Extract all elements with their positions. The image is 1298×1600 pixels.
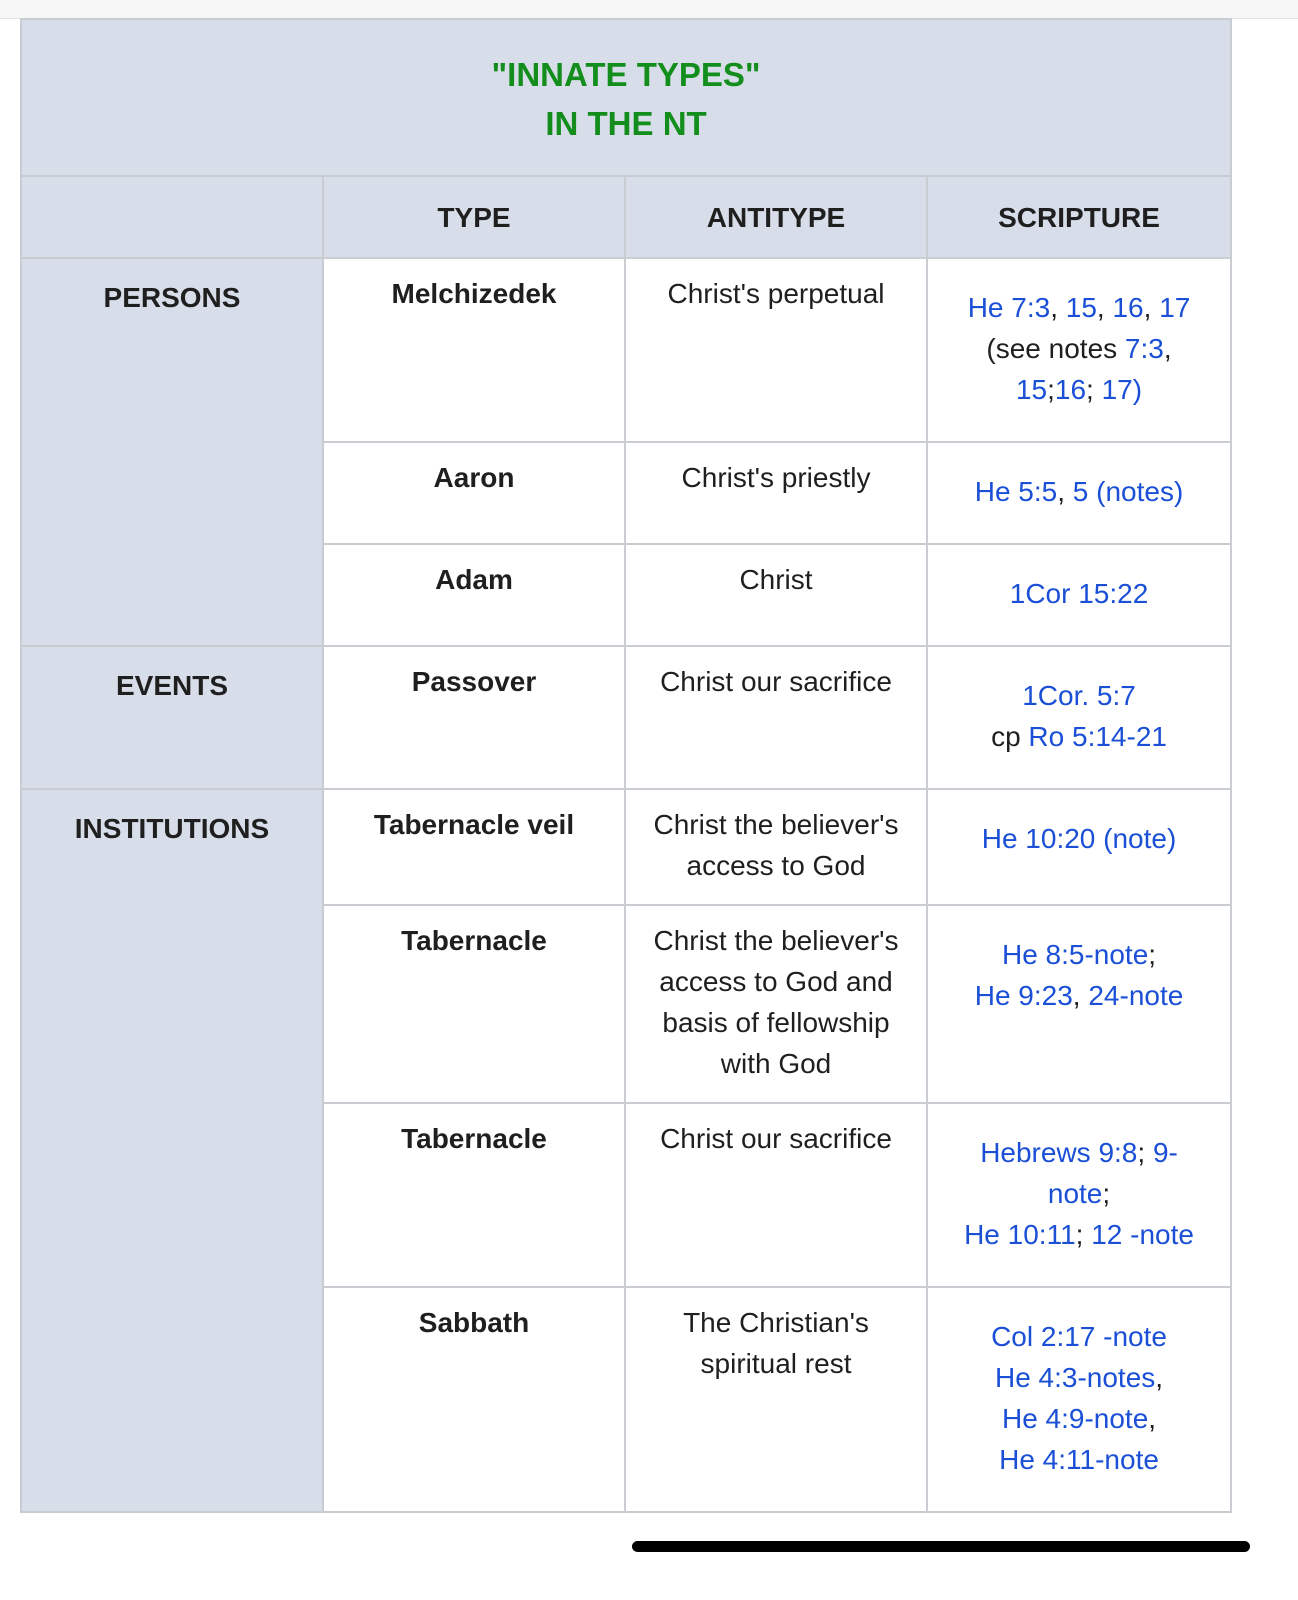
type-cell: Tabernacle <box>323 905 625 1103</box>
antitype-line: Christ the believer's <box>653 925 899 956</box>
antitype-cell <box>625 544 927 646</box>
scripture-text: ; <box>1148 939 1157 970</box>
scripture-cell <box>927 789 1231 905</box>
scripture-cell <box>927 1287 1231 1512</box>
antitype-line: Christ's priestly <box>681 462 871 493</box>
scripture-line <box>934 675 1224 716</box>
column-header-antitype: ANTITYPE <box>625 176 927 258</box>
scripture-line <box>934 471 1224 512</box>
scripture-link[interactable]: Ro 5:14-21 <box>1028 721 1167 752</box>
scripture-link[interactable]: (notes) <box>1096 476 1184 507</box>
scripture-link[interactable]: 16 <box>1112 292 1144 323</box>
scripture-line <box>934 934 1224 975</box>
scripture-line <box>934 716 1224 757</box>
scripture-line <box>934 1316 1224 1357</box>
scripture-link[interactable]: 1Cor. 5:7 <box>1022 680 1136 711</box>
scripture-text <box>1088 476 1096 507</box>
scripture-link[interactable]: Hebrews 9:8 <box>980 1137 1138 1168</box>
scripture-text: , <box>1050 292 1066 323</box>
scripture-link[interactable]: 15 <box>1065 292 1097 323</box>
antitype-cell <box>625 1287 927 1512</box>
scripture-text: ; <box>1075 1219 1092 1250</box>
type-cell: Adam <box>323 544 625 646</box>
scripture-link[interactable]: 17 <box>1159 292 1191 323</box>
scripture-line <box>934 1173 1224 1214</box>
scripture-text: , <box>1072 980 1089 1011</box>
category-institutions: INSTITUTIONS <box>21 789 323 1512</box>
antitype-cell <box>625 905 927 1103</box>
antitype-line: with God <box>720 1048 832 1079</box>
scripture-link[interactable]: He 10:11 <box>964 1219 1076 1250</box>
scripture-line <box>934 328 1224 369</box>
scripture-text: ; <box>1137 1137 1153 1168</box>
type-cell: Tabernacle <box>323 1103 625 1287</box>
scripture-cell <box>927 442 1231 544</box>
scripture-text: , <box>1155 1362 1164 1393</box>
type-cell: Melchizedek <box>323 258 625 442</box>
browser-top-strip <box>0 0 1298 19</box>
scripture-link[interactable]: 12 -note <box>1091 1219 1194 1250</box>
scripture-text: cp <box>991 721 1029 752</box>
category-events: EVENTS <box>21 646 323 789</box>
column-header-scripture: SCRIPTURE <box>927 176 1231 258</box>
scripture-link[interactable]: 5 <box>1072 476 1089 507</box>
scripture-line <box>934 287 1224 328</box>
scripture-line <box>934 1214 1224 1255</box>
type-cell: Sabbath <box>323 1287 625 1512</box>
scripture-link[interactable]: He 4:11-note <box>999 1444 1159 1475</box>
scripture-link[interactable]: note <box>1047 1178 1103 1209</box>
scripture-text: , <box>1148 1403 1157 1434</box>
scripture-cell <box>927 646 1231 789</box>
scripture-line <box>934 369 1224 410</box>
table-row <box>21 789 1231 905</box>
scripture-line <box>934 1398 1224 1439</box>
scripture-link[interactable]: Col 2:17 -note <box>991 1321 1167 1352</box>
antitype-line: Christ <box>739 564 813 595</box>
type-cell: Passover <box>323 646 625 789</box>
antitype-cell <box>625 1103 927 1287</box>
title-row <box>21 19 1231 176</box>
scripture-link[interactable]: He 10:20 <box>981 823 1096 854</box>
scripture-link[interactable]: He 9:23 <box>974 980 1073 1011</box>
antitype-cell <box>625 258 927 442</box>
antitype-line: Christ our sacrifice <box>660 1123 892 1154</box>
scripture-cell <box>927 258 1231 442</box>
type-cell: Aaron <box>323 442 625 544</box>
scripture-link[interactable]: He 4:3-notes <box>994 1362 1156 1393</box>
scripture-link[interactable]: 1Cor 15:22 <box>1009 578 1149 609</box>
scripture-text: , <box>1096 292 1113 323</box>
antitype-line: spiritual rest <box>700 1348 852 1379</box>
title-line-2: IN THE NT <box>545 105 707 142</box>
category-persons: PERSONS <box>21 258 323 646</box>
antitype-line: Christ the believer's <box>653 809 899 840</box>
scripture-link[interactable]: (note) <box>1103 823 1177 854</box>
column-header-category <box>21 176 323 258</box>
type-cell: Tabernacle veil <box>323 789 625 905</box>
scripture-link[interactable]: He 5:5 <box>974 476 1058 507</box>
table-row <box>21 646 1231 789</box>
scripture-text: ; <box>1086 374 1102 405</box>
scripture-text: (see notes <box>986 333 1125 364</box>
scripture-text: ; <box>1102 1178 1111 1209</box>
scripture-link[interactable]: 15 <box>1015 374 1048 405</box>
scripture-link[interactable]: 16 <box>1054 374 1087 405</box>
scripture-line <box>934 573 1224 614</box>
home-indicator[interactable] <box>632 1541 1250 1552</box>
antitype-cell <box>625 646 927 789</box>
scripture-link[interactable]: 24-note <box>1088 980 1184 1011</box>
scripture-line <box>934 818 1224 859</box>
table-title <box>21 19 1231 176</box>
scripture-cell <box>927 1103 1231 1287</box>
scripture-cell <box>927 544 1231 646</box>
scripture-text: , <box>1143 292 1160 323</box>
scripture-line <box>934 1439 1224 1480</box>
scripture-line <box>934 975 1224 1016</box>
scripture-link[interactable]: 17) <box>1101 374 1143 405</box>
scripture-link[interactable]: He 7:3 <box>967 292 1051 323</box>
scripture-cell <box>927 905 1231 1103</box>
scripture-line <box>934 1357 1224 1398</box>
antitype-line: Christ our sacrifice <box>660 666 892 697</box>
antitype-cell <box>625 789 927 905</box>
column-header-row <box>21 176 1231 258</box>
title-line-1: "INNATE TYPES" <box>491 56 761 93</box>
antitype-line: access to God and <box>659 966 893 997</box>
scripture-link[interactable]: 9- <box>1152 1137 1178 1168</box>
antitype-line: access to God <box>686 850 866 881</box>
scripture-link[interactable]: 7:3 <box>1124 333 1164 364</box>
antitype-cell <box>625 442 927 544</box>
scripture-link[interactable]: He 8:5-note <box>1001 939 1149 970</box>
innate-types-table <box>20 18 1232 1513</box>
antitype-line: Christ's perpetual <box>667 278 885 309</box>
antitype-line: basis of fellowship <box>662 1007 890 1038</box>
scripture-line <box>934 1132 1224 1173</box>
column-header-type: TYPE <box>323 176 625 258</box>
table-row <box>21 258 1231 442</box>
scripture-text: ; <box>1047 374 1055 405</box>
scripture-text: , <box>1163 333 1172 364</box>
scripture-link[interactable]: He 4:9-note <box>1001 1403 1149 1434</box>
scripture-text: , <box>1057 476 1073 507</box>
antitype-line: The Christian's <box>683 1307 869 1338</box>
scripture-text <box>1095 823 1103 854</box>
